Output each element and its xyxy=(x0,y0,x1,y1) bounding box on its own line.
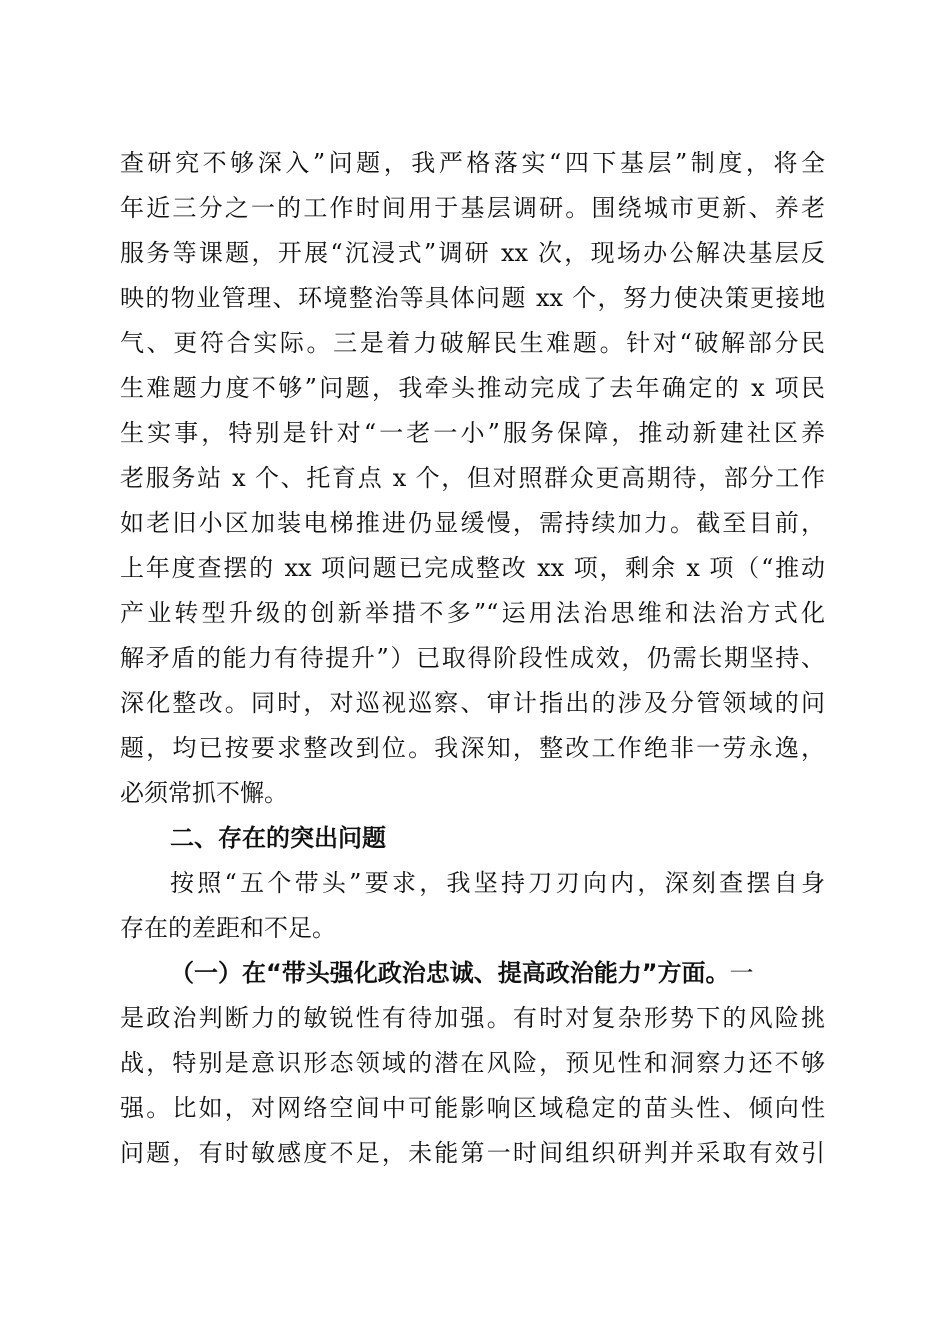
body-line-12: 解矛盾的能力有待提升”）已取得阶段性成效，仍需长期坚持、 xyxy=(120,644,825,672)
subsection-line-1: 是政治判断力的敏锐性有待加强。有时对复杂形势下的风险挑 xyxy=(120,1004,825,1032)
subsection-line-4: 问题，有时敏感度不足，未能第一时间组织研判并采取有效引 xyxy=(120,1139,825,1167)
body-line-7: 生实事，特别是针对“一老一小”服务保障，推动新建社区养 xyxy=(120,419,825,447)
subsection-first-line-rest: 一 xyxy=(729,959,754,987)
subsection-line-3: 强。比如，对网络空间中可能影响区域稳定的苗头性、倾向性 xyxy=(120,1094,825,1122)
body-line-1: 查研究不够深入”问题，我严格落实“四下基层”制度，将全 xyxy=(120,149,825,177)
subsection-heading: （一）在“带头强化政治忠诚、提高政治能力”方面。 xyxy=(170,959,730,987)
subsection-first-line xyxy=(170,953,825,993)
body-line-3: 服务等课题，开展“沉浸式”调研 xx 次，现场办公解决基层反 xyxy=(120,239,825,267)
section-heading: 二、存在的突出问题 xyxy=(170,824,386,852)
body-line-9: 如老旧小区加装电梯推进仍显缓慢，需持续加力。截至目前， xyxy=(120,509,825,537)
body-line-15: 必须常抓不懈。 xyxy=(120,779,288,807)
subsection-line-2: 战，特别是意识形态领域的潜在风险，预见性和洞察力还不够 xyxy=(120,1049,825,1077)
body-line-6: 生难题力度不够”问题，我牵头推动完成了去年确定的 x 项民 xyxy=(120,374,825,402)
intro-line-1: 按照“五个带头”要求，我坚持刀刃向内，深刻查摆自身 xyxy=(170,869,825,897)
body-line-8: 老服务站 x 个、托育点 x 个，但对照群众更高期待，部分工作 xyxy=(120,464,825,492)
body-line-5: 气、更符合实际。三是着力破解民生难题。针对“破解部分民 xyxy=(120,329,825,357)
body-line-4: 映的物业管理、环境整治等具体问题 xx 个，努力使决策更接地 xyxy=(120,284,825,312)
body-line-10: 上年度查摆的 xx 项问题已完成整改 xx 项，剩余 x 项（“推动 xyxy=(120,554,825,582)
body-line-14: 题，均已按要求整改到位。我深知，整改工作绝非一劳永逸， xyxy=(120,734,825,762)
body-line-2: 年近三分之一的工作时间用于基层调研。围绕城市更新、养老 xyxy=(120,194,825,222)
intro-line-2: 存在的差距和不足。 xyxy=(120,914,336,942)
body-line-13: 深化整改。同时，对巡视巡察、审计指出的涉及分管领域的问 xyxy=(120,689,825,717)
body-line-11: 产业转型升级的创新举措不多”“运用法治思维和法治方式化 xyxy=(120,599,825,627)
